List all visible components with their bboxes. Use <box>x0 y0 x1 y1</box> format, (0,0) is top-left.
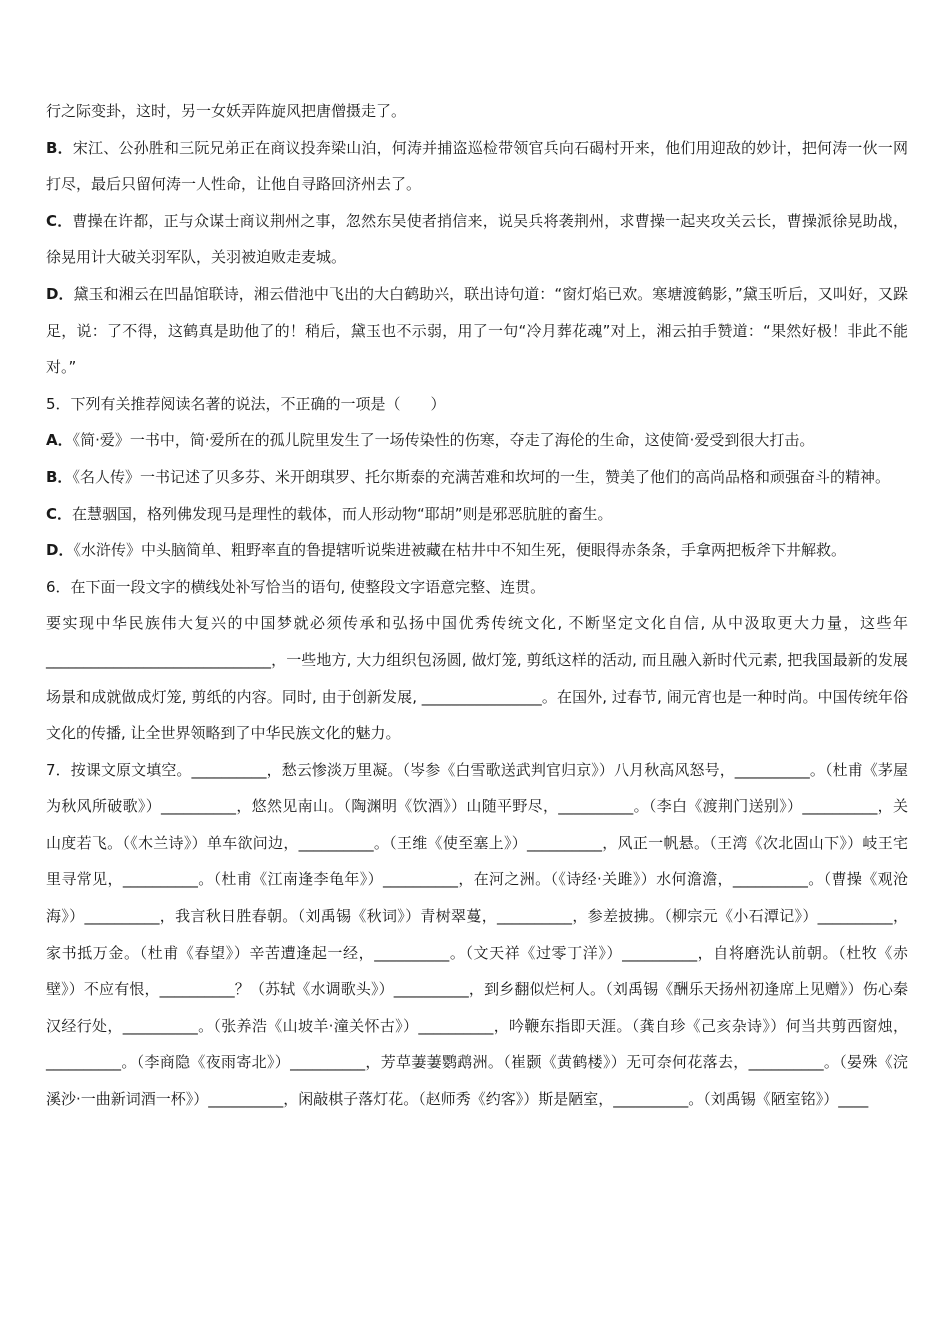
q5-option-c <box>46 496 908 533</box>
option-text: 曹操在许都，正与众谋士商议荆州之事，忽然东吴使者捎信来，说吴兵将袭荆州，求曹操一起夹攻关云长，曹操派徐晃助战，徐晃用计大破关羽军队，关羽被迫败走麦城。 <box>46 211 908 267</box>
option-text: 宋江、公孙胜和三阮兄弟正在商议投奔梁山泊，何涛并捕盗巡检带领官兵向石碣村开来，他们用迎敌的妙计，把何涛一伙一网打尽，最后只留何涛一人性命，让他自寻路回济州去了。 <box>46 138 908 194</box>
option-label: B． <box>46 138 73 157</box>
option-label: D． <box>46 541 74 560</box>
option-text: 《水浒传》中头脑简单、粗野率直的鲁提辖听说柴进被藏在枯井中不知生死，便眼得赤条条，手拿两把板斧下井解救。 <box>73 541 846 560</box>
option-text: 黛玉和湘云在凹晶馆联诗，湘云借池中飞出的大白鹤助兴，联出诗句道：“窗灯焰已欢。寒塘渡鹤影，”黛玉听后，又叫好，又跺足，说：了不得，这鹤真是助他了的！稍后，黛玉也不示弱，用了一句“冷月葬花魂”对上，湘云拍手赞道：“果然好极！非此不能对。” <box>46 284 908 377</box>
option-label: B． <box>46 467 73 486</box>
q5-stem: 5．下列有关推荐阅读名著的说法，不正确的一项是（ ） <box>46 394 446 413</box>
option-text: 《简·爱》一书中，简·爱所在的孤儿院里发生了一场传染性的伤寒，夺走了海伦的生命，这使简·爱受到很大打击。 <box>72 431 815 450</box>
q6-stem: 6．在下面一段文字的横线处补写恰当的语句, 使整段文字语意完整、连贯。 <box>46 577 546 596</box>
q5-option-a <box>46 422 908 459</box>
q7-body: 7．按课文原文填空。__________，愁云惨淡万里凝。（岑参《白雪歌送武判官归京》）八月秋高风怒号，__________。（杜甫《茅屋为秋风所破歌》）__________，悠然见南山。（陶渊明《饮酒》）山随平野尽，__________。（李白《渡荆门送别》）__________，关山度若飞。（《木兰诗》）单车欲问边，__________。（王维《使至塞上》）__________，风正一帆悬。（王湾《次北固山下》）岐王宅里寻常见，__________。（杜甫《江南逢李龟年》）__________，在河之洲。（《诗经·关雎》）水何澹澹，__________。（曹操《观沧海》）__________，我言秋日胜春朝。（刘禹锡《秋词》）青树翠蔓，__________，参差披拂。（柳宗元《小石潭记》）__________，家书抵万金。（杜甫《春望》）辛苦遭逢起一经，__________。（文天祥《过零丁洋》）__________，自将磨洗认前朝。（杜牧《赤壁》）不应有恨，__________？（苏轼《水调歌头》）__________，到乡翻似烂柯人。（刘禹锡《酬乐天扬州初逢席上见赠》）伤心秦汉经行处，__________。（张养浩《山坡羊·潼关怀古》）__________，吟鞭东指即天涯。（龚自珍《己亥杂诗》）何当共剪西窗烛，__________。（李商隐《夜雨寄北》）__________，芳草萋萋鹦鹉洲。（崔颢《黄鹤楼》）无可奈何花落去，__________。（晏殊《浣溪沙·一曲新词酒一杯》）__________，闲敲棋子落灯花。（赵师秀《约客》）斯是陋室，__________。（刘禹锡《陋室铭》）____ <box>46 760 908 1109</box>
q6-body: 要实现中华民族伟大复兴的中国梦就必须传承和弘扬中国优秀传统文化, 不断坚定文化自信, 从中汲取更大力量，这些年______________________________，一些地方, 大力组织包汤圆, 做灯笼, 剪纸这样的活动, 而且融入新时代元素, 把我国最新的发展场景和成就做成灯笼, 剪纸的内容。同时, 由于创新发展, ________________。在国外, 过春节, 闹元宵也是一种时尚。中国传统年俗文化的传播, 让全世界领略到了中华民族文化的魅力。 <box>46 614 908 743</box>
q5-option-d <box>46 532 908 569</box>
option-text: 《名人传》一书记述了贝多芬、米开朗琪罗、托尔斯泰的充满苦难和坎坷的一生，赞美了他们的高尚品格和顽强奋斗的精神。 <box>72 467 890 486</box>
option-text: 在慧骃国，格列佛发现马是理性的载体，而人形动物“耶胡”则是邪恶肮脏的畜生。 <box>72 504 613 523</box>
option-label: C． <box>46 504 73 523</box>
option-label: A． <box>46 431 73 450</box>
q4-option-c <box>46 203 908 276</box>
q4-option-b <box>46 130 908 203</box>
q4-option-d <box>46 276 908 386</box>
q5-option-b <box>46 459 908 496</box>
option-label: C． <box>46 211 73 230</box>
option-label: D． <box>46 284 74 303</box>
q4-option-a-tail: 行之际变卦，这时，另一女妖弄阵旋风把唐僧摄走了。 <box>46 102 407 120</box>
document-page <box>46 93 908 1118</box>
